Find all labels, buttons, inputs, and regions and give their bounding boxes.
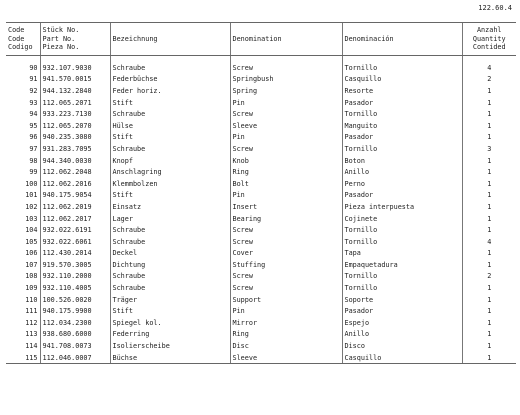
cell-bezeichnung: Knopf — [110, 155, 230, 167]
cell-denominacion: Tapa — [342, 248, 462, 260]
cell-denomination: Spring — [230, 85, 342, 97]
cell-part-no: 941.570.0015 — [40, 74, 110, 86]
table-row — [6, 352, 516, 364]
cell-denomination: Mirror — [230, 317, 342, 329]
cell-denomination: Bearing — [230, 213, 342, 225]
table-row — [6, 294, 516, 306]
cell-denominacion: Tornillo — [342, 56, 462, 74]
table-row — [6, 305, 516, 317]
cell-code: 91 — [29, 75, 38, 84]
table-row — [6, 85, 516, 97]
cell-code: 102 — [25, 202, 38, 211]
cell-denominacion: Manguito — [342, 120, 462, 132]
cell-part-no: 112.046.0007 — [40, 352, 110, 364]
cell-bezeichnung: Hülse — [110, 120, 230, 132]
cell-bezeichnung: Dichtung — [110, 259, 230, 271]
cell-bezeichnung: Deckel — [110, 248, 230, 260]
cell-code: 105 — [25, 237, 38, 246]
table-row — [6, 120, 516, 132]
cell-code: 106 — [25, 249, 38, 258]
cell-bezeichnung: Schraube — [110, 56, 230, 74]
header-part-de: Stück No. — [42, 26, 80, 35]
header-code — [6, 23, 40, 56]
cell-denomination: Screw — [230, 56, 342, 74]
cell-code: 111 — [25, 307, 38, 316]
header-code-en: Code — [8, 34, 25, 43]
cell-part-no: 112.430.2014 — [40, 248, 110, 260]
cell-part-no: 931.283.7095 — [40, 143, 110, 155]
cell-quantity: 4 — [462, 56, 516, 74]
cell-part-no: 100.526.0020 — [40, 294, 110, 306]
parts-table — [6, 22, 516, 364]
table-row — [6, 108, 516, 120]
page-reference: 122.60.4 — [478, 4, 512, 12]
cell-quantity: 1 — [462, 201, 516, 213]
cell-denomination: Disc — [230, 340, 342, 352]
cell-bezeichnung: Schraube — [110, 236, 230, 248]
cell-denomination: Screw — [230, 143, 342, 155]
cell-code: 90 — [29, 63, 38, 72]
header-quantity — [462, 23, 516, 56]
cell-bezeichnung: Schraube — [110, 271, 230, 283]
cell-denominacion: Soporte — [342, 294, 462, 306]
cell-code: 92 — [29, 86, 38, 95]
cell-denominacion: Anillo — [342, 166, 462, 178]
cell-bezeichnung: Feder horiz. — [110, 85, 230, 97]
cell-code: 104 — [25, 226, 38, 235]
cell-quantity: 1 — [462, 317, 516, 329]
cell-denomination: Ring — [230, 329, 342, 341]
cell-denominacion: Pasador — [342, 132, 462, 144]
cell-bezeichnung: Schraube — [110, 224, 230, 236]
cell-part-no: 941.708.0073 — [40, 340, 110, 352]
cell-part-no: 932.022.6061 — [40, 236, 110, 248]
cell-bezeichnung: Stift — [110, 305, 230, 317]
cell-denominacion: Tornillo — [342, 143, 462, 155]
header-code-de: Code — [8, 26, 25, 35]
table-row — [6, 340, 516, 352]
cell-denominacion: Cojinete — [342, 213, 462, 225]
cell-quantity: 1 — [462, 305, 516, 317]
cell-bezeichnung: Federring — [110, 329, 230, 341]
cell-bezeichnung: Lager — [110, 213, 230, 225]
cell-part-no: 938.680.6000 — [40, 329, 110, 341]
table-row — [6, 166, 516, 178]
cell-part-no: 112.062.2048 — [40, 166, 110, 178]
cell-denominacion: Casquillo — [342, 352, 462, 364]
table-row — [6, 329, 516, 341]
cell-denominacion: Disco — [342, 340, 462, 352]
cell-code: 112 — [25, 318, 38, 327]
cell-denomination: Pin — [230, 97, 342, 109]
cell-quantity: 1 — [462, 132, 516, 144]
cell-denominacion: Pieza interpuesta — [342, 201, 462, 213]
cell-part-no: 944.132.2840 — [40, 85, 110, 97]
table-row — [6, 213, 516, 225]
cell-denominacion: Tornillo — [342, 224, 462, 236]
cell-bezeichnung: Träger — [110, 294, 230, 306]
cell-quantity: 2 — [462, 74, 516, 86]
header-denominacion: Denominación — [342, 23, 462, 56]
cell-denomination: Pin — [230, 305, 342, 317]
cell-denomination: Screw — [230, 282, 342, 294]
cell-code: 94 — [29, 110, 38, 119]
cell-bezeichnung: Stift — [110, 132, 230, 144]
cell-denominacion: Casquillo — [342, 74, 462, 86]
cell-quantity: 1 — [462, 329, 516, 341]
cell-part-no: 932.110.2000 — [40, 271, 110, 283]
header-qty-es: Contided — [472, 43, 506, 52]
header-part-es: Pieza No. — [42, 43, 80, 52]
cell-quantity: 3 — [462, 143, 516, 155]
cell-denomination: Pin — [230, 190, 342, 202]
cell-code: 99 — [29, 168, 38, 177]
cell-bezeichnung: Spiegel kol. — [110, 317, 230, 329]
cell-quantity: 1 — [462, 224, 516, 236]
cell-denomination: Stuffing — [230, 259, 342, 271]
header-bezeichnung: Bezeichnung — [110, 23, 230, 56]
table-body — [6, 56, 516, 364]
cell-code: 109 — [25, 284, 38, 293]
cell-denominacion: Espejo — [342, 317, 462, 329]
cell-denomination: Insert — [230, 201, 342, 213]
table-header — [6, 23, 516, 56]
cell-denomination: Support — [230, 294, 342, 306]
table-row — [6, 56, 516, 74]
cell-quantity: 1 — [462, 97, 516, 109]
cell-denomination: Springbush — [230, 74, 342, 86]
cell-code: 96 — [29, 133, 38, 142]
cell-quantity: 2 — [462, 271, 516, 283]
cell-part-no: 112.062.2016 — [40, 178, 110, 190]
table-row — [6, 248, 516, 260]
cell-part-no: 112.065.2071 — [40, 97, 110, 109]
cell-denominacion: Boton — [342, 155, 462, 167]
cell-bezeichnung: Federbüchse — [110, 74, 230, 86]
cell-code: 97 — [29, 144, 38, 153]
cell-part-no: 919.570.3005 — [40, 259, 110, 271]
cell-quantity: 1 — [462, 248, 516, 260]
cell-bezeichnung: Isolierscheibe — [110, 340, 230, 352]
cell-code: 113 — [25, 330, 38, 339]
cell-quantity: 1 — [462, 108, 516, 120]
cell-quantity: 1 — [462, 340, 516, 352]
cell-quantity: 1 — [462, 166, 516, 178]
cell-part-no: 112.062.2019 — [40, 201, 110, 213]
cell-code: 95 — [29, 121, 38, 130]
cell-denomination: Screw — [230, 271, 342, 283]
table-row — [6, 282, 516, 294]
cell-bezeichnung: Schraube — [110, 143, 230, 155]
header-qty-en: Quantity — [472, 34, 506, 43]
cell-quantity: 1 — [462, 282, 516, 294]
cell-quantity: 1 — [462, 155, 516, 167]
cell-part-no: 940.175.9054 — [40, 190, 110, 202]
cell-bezeichnung: Klemmbolzen — [110, 178, 230, 190]
cell-code: 98 — [29, 156, 38, 165]
cell-quantity: 1 — [462, 85, 516, 97]
cell-denomination: Sleeve — [230, 352, 342, 364]
cell-code: 114 — [25, 342, 38, 351]
cell-quantity: 1 — [462, 190, 516, 202]
cell-denominacion: Anillo — [342, 329, 462, 341]
cell-code: 101 — [25, 191, 38, 200]
cell-denominacion: Tornillo — [342, 271, 462, 283]
cell-denominacion: Tornillo — [342, 236, 462, 248]
header-qty-de: Anzahl — [476, 26, 502, 35]
cell-bezeichnung: Stift — [110, 97, 230, 109]
cell-part-no: 932.022.6191 — [40, 224, 110, 236]
cell-denominacion: Tornillo — [342, 108, 462, 120]
cell-denomination: Knob — [230, 155, 342, 167]
cell-denomination: Cover — [230, 248, 342, 260]
cell-denominacion: Resorte — [342, 85, 462, 97]
cell-part-no: 932.110.4005 — [40, 282, 110, 294]
cell-quantity: 1 — [462, 259, 516, 271]
cell-denomination: Bolt — [230, 178, 342, 190]
table-row — [6, 155, 516, 167]
cell-denominacion: Pasador — [342, 305, 462, 317]
cell-code: 107 — [25, 260, 38, 269]
table-row — [6, 236, 516, 248]
header-part-no — [40, 23, 110, 56]
cell-bezeichnung: Schraube — [110, 282, 230, 294]
cell-bezeichnung: Stift — [110, 190, 230, 202]
cell-denomination: Screw — [230, 108, 342, 120]
cell-denominacion: Pasador — [342, 190, 462, 202]
cell-code: 93 — [29, 98, 38, 107]
cell-quantity: 4 — [462, 236, 516, 248]
header-denomination: Denomination — [230, 23, 342, 56]
cell-part-no: 944.340.0030 — [40, 155, 110, 167]
cell-code: 103 — [25, 214, 38, 223]
cell-code: 110 — [25, 295, 38, 304]
cell-part-no: 112.065.2070 — [40, 120, 110, 132]
table-row — [6, 143, 516, 155]
cell-part-no: 932.107.9030 — [40, 56, 110, 74]
cell-denominacion: Tornillo — [342, 282, 462, 294]
header-code-es: Codigo — [8, 43, 33, 52]
cell-quantity: 1 — [462, 352, 516, 364]
cell-denomination: Sleeve — [230, 120, 342, 132]
table-row — [6, 201, 516, 213]
cell-denomination: Pin — [230, 132, 342, 144]
cell-denomination: Ring — [230, 166, 342, 178]
cell-part-no: 940.235.3080 — [40, 132, 110, 144]
cell-denominacion: Perno — [342, 178, 462, 190]
cell-code: 115 — [6, 352, 40, 364]
table-row — [6, 259, 516, 271]
cell-denominacion: Pasador — [342, 97, 462, 109]
table-row — [6, 271, 516, 283]
cell-quantity: 1 — [462, 294, 516, 306]
cell-denomination: Screw — [230, 224, 342, 236]
cell-denominacion: Empaquetadura — [342, 259, 462, 271]
cell-code: 108 — [25, 272, 38, 281]
table-row — [6, 132, 516, 144]
cell-bezeichnung: Schraube — [110, 108, 230, 120]
table-row — [6, 224, 516, 236]
cell-bezeichnung: Büchse — [110, 352, 230, 364]
cell-part-no: 112.034.2300 — [40, 317, 110, 329]
cell-quantity: 1 — [462, 178, 516, 190]
cell-code: 100 — [25, 179, 38, 188]
cell-part-no: 933.223.7130 — [40, 108, 110, 120]
cell-part-no: 112.062.2017 — [40, 213, 110, 225]
table-row — [6, 74, 516, 86]
cell-part-no: 940.175.9900 — [40, 305, 110, 317]
cell-bezeichnung: Anschlagring — [110, 166, 230, 178]
cell-bezeichnung: Einsatz — [110, 201, 230, 213]
cell-denomination: Screw — [230, 236, 342, 248]
cell-quantity: 1 — [462, 213, 516, 225]
table-row — [6, 178, 516, 190]
table-row — [6, 317, 516, 329]
header-part-en: Part No. — [42, 34, 76, 43]
table-row — [6, 97, 516, 109]
cell-quantity: 1 — [462, 120, 516, 132]
table-row — [6, 190, 516, 202]
